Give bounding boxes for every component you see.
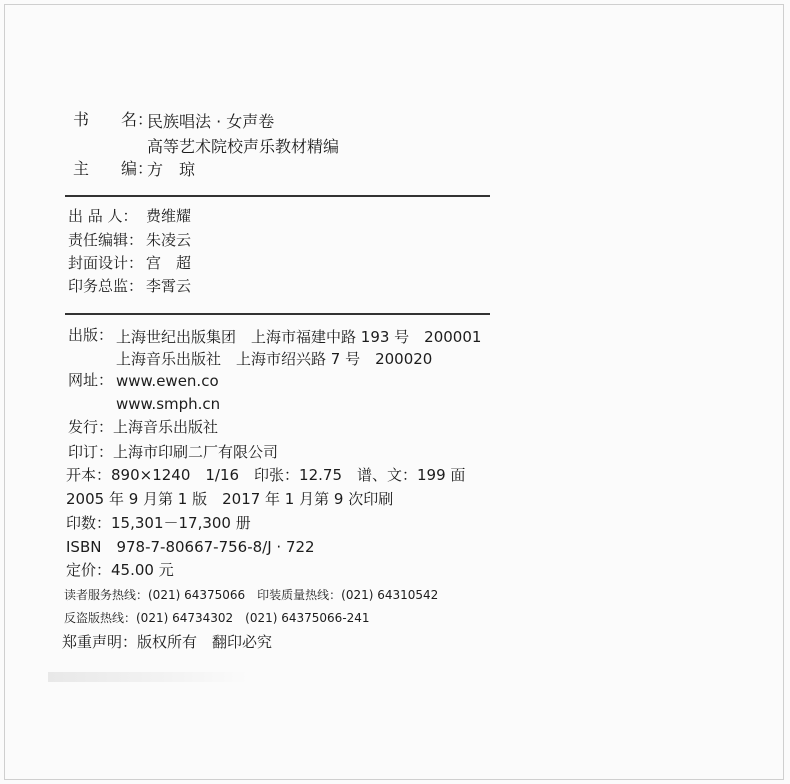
editor-label: 主 编： <box>73 159 154 178</box>
divider-top <box>65 195 490 197</box>
website-label: 网址： <box>68 371 114 389</box>
show-through-mark <box>48 672 248 682</box>
price: 定价：45.00 元 <box>66 561 174 579</box>
publisher-line-1: 上海世纪出版集团 上海市福建中路 193 号 200001 <box>116 328 482 346</box>
printer: 印订：上海市印刷二厂有限公司 <box>68 443 279 461</box>
staff-value-cover: 宫 超 <box>146 254 192 272</box>
staff-label-editor: 责任编辑： <box>68 231 144 249</box>
staff-value-printing: 李霄云 <box>146 277 192 295</box>
divider-middle <box>65 313 490 315</box>
edition: 2005 年 9 月第 1 版 2017 年 1 月第 9 次印刷 <box>66 490 394 508</box>
staff-label-cover: 封面设计： <box>68 254 144 272</box>
staff-value-producer: 费维耀 <box>146 207 192 225</box>
website-2: www.smph.cn <box>116 395 221 413</box>
staff-value-editor: 朱凌云 <box>146 231 192 249</box>
staff-label-producer: 出 品 人： <box>68 207 138 225</box>
anti-piracy-hotline: 反盗版热线：(021) 64734302 (021) 64375066-241 <box>64 611 370 625</box>
website-1: www.ewen.co <box>116 372 219 390</box>
isbn: ISBN 978-7-80667-756-8/J · 722 <box>66 538 315 556</box>
service-hotline: 读者服务热线：(021) 64375066 印装质量热线：(021) 64310542 <box>64 588 439 602</box>
publisher-line-2: 上海音乐出版社 上海市绍兴路 7 号 200020 <box>116 350 433 368</box>
editor-name: 方 琼 <box>147 160 196 179</box>
distributor: 发行：上海音乐出版社 <box>68 418 219 436</box>
book-title: 民族唱法 · 女声卷 <box>147 112 275 131</box>
publisher-label: 出版： <box>68 326 114 344</box>
print-run: 印数：15,301－17,300 册 <box>66 514 251 532</box>
copyright-statement: 郑重声明：版权所有 翻印必究 <box>62 633 273 651</box>
title-label: 书 名： <box>73 110 154 129</box>
book-series: 高等艺术院校声乐教材精编 <box>147 137 340 156</box>
book-format: 开本：890×1240 1/16 印张：12.75 谱、文：199 面 <box>66 466 466 484</box>
staff-label-printing: 印务总监： <box>68 277 144 295</box>
